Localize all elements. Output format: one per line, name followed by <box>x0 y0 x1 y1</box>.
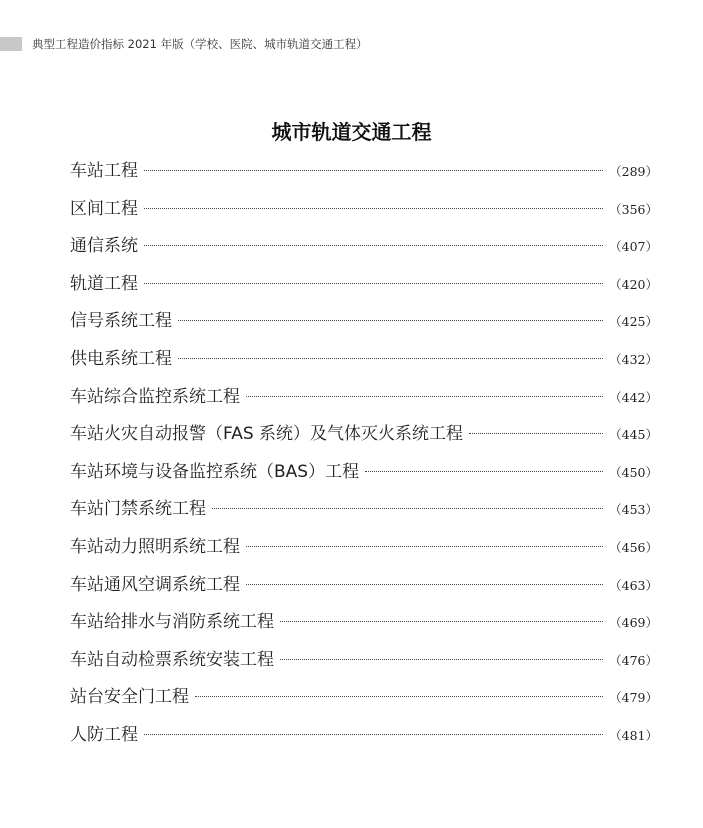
dot-leader <box>144 245 603 246</box>
dot-leader <box>144 170 603 171</box>
toc-entry-page: （425） <box>609 314 658 330</box>
toc-entry[interactable] <box>70 642 658 680</box>
dot-leader <box>178 358 603 359</box>
toc-entry-title: 车站工程 <box>70 161 138 181</box>
toc-entry-page: （420） <box>609 276 658 292</box>
toc-entry-title: 通信系统 <box>70 236 138 257</box>
toc-entry[interactable] <box>70 416 658 454</box>
toc-entry[interactable] <box>70 191 658 229</box>
toc-entry-title: 供电系统工程 <box>70 348 172 369</box>
dot-leader <box>246 546 603 547</box>
dot-leader <box>212 508 603 509</box>
toc-entry-page: （469） <box>609 615 658 631</box>
running-head: 典型工程造价指标 2021 年版（学校、医院、城市轨道交通工程） <box>32 37 368 51</box>
toc-entry-page: （432） <box>609 351 658 367</box>
toc-entry-page: （463） <box>609 577 658 593</box>
toc-entry[interactable] <box>70 491 658 529</box>
toc-entry-title: 信号系统工程 <box>70 311 172 332</box>
dot-leader <box>365 471 603 472</box>
toc-entry[interactable] <box>70 604 658 642</box>
toc-entry-title: 轨道工程 <box>70 273 138 294</box>
toc-entry-page: （450） <box>609 464 658 480</box>
toc-entry-page: （445） <box>609 427 658 443</box>
header-marker-bar <box>0 37 22 51</box>
toc-entry-title: 车站综合监控系统工程 <box>70 386 240 407</box>
toc-entry-page: （356） <box>609 201 658 217</box>
toc-entry-page: （289） <box>609 164 658 179</box>
toc-entry-title: 车站门禁系统工程 <box>70 499 206 520</box>
table-of-contents <box>70 153 658 755</box>
page-title: 城市轨道交通工程 <box>271 120 432 145</box>
toc-entry-title: 站台安全门工程 <box>70 687 189 708</box>
dot-leader <box>144 734 603 735</box>
toc-entry[interactable] <box>70 303 658 341</box>
toc-entry-page: （442） <box>609 389 658 405</box>
toc-entry[interactable] <box>70 153 658 191</box>
toc-entry-page: （456） <box>609 539 658 555</box>
toc-entry[interactable] <box>70 228 658 266</box>
dot-leader <box>469 433 603 434</box>
toc-entry-title: 车站自动检票系统安装工程 <box>70 649 274 670</box>
dot-leader <box>144 208 603 209</box>
dot-leader <box>280 659 603 660</box>
dot-leader <box>280 621 603 622</box>
toc-entry-title: 车站给排水与消防系统工程 <box>70 612 274 633</box>
dot-leader <box>178 320 603 321</box>
dot-leader <box>246 396 603 397</box>
toc-entry-page: （481） <box>609 727 658 743</box>
toc-entry-title: 车站动力照明系统工程 <box>70 536 240 557</box>
toc-entry[interactable] <box>70 379 658 417</box>
toc-entry[interactable] <box>70 341 658 379</box>
dot-leader <box>195 696 603 697</box>
toc-entry-title: 区间工程 <box>70 198 138 219</box>
toc-entry-page: （476） <box>609 652 658 668</box>
toc-entry[interactable] <box>70 567 658 605</box>
toc-entry[interactable] <box>70 266 658 304</box>
dot-leader <box>246 584 603 585</box>
toc-entry-page: （407） <box>609 239 658 255</box>
toc-entry[interactable] <box>70 529 658 567</box>
toc-entry[interactable] <box>70 717 658 755</box>
dot-leader <box>144 283 603 284</box>
toc-entry-page: （479） <box>609 690 658 706</box>
toc-entry-title: 人防工程 <box>70 724 138 745</box>
toc-entry[interactable] <box>70 454 658 492</box>
toc-entry-page: （453） <box>609 502 658 518</box>
toc-entry-title: 车站环境与设备监控系统（BAS）工程 <box>70 461 360 482</box>
toc-entry[interactable] <box>70 679 658 717</box>
toc-entry-title: 车站火灾自动报警（FAS 系统）及气体灭火系统工程 <box>70 424 464 445</box>
toc-entry-title: 车站通风空调系统工程 <box>70 574 240 595</box>
